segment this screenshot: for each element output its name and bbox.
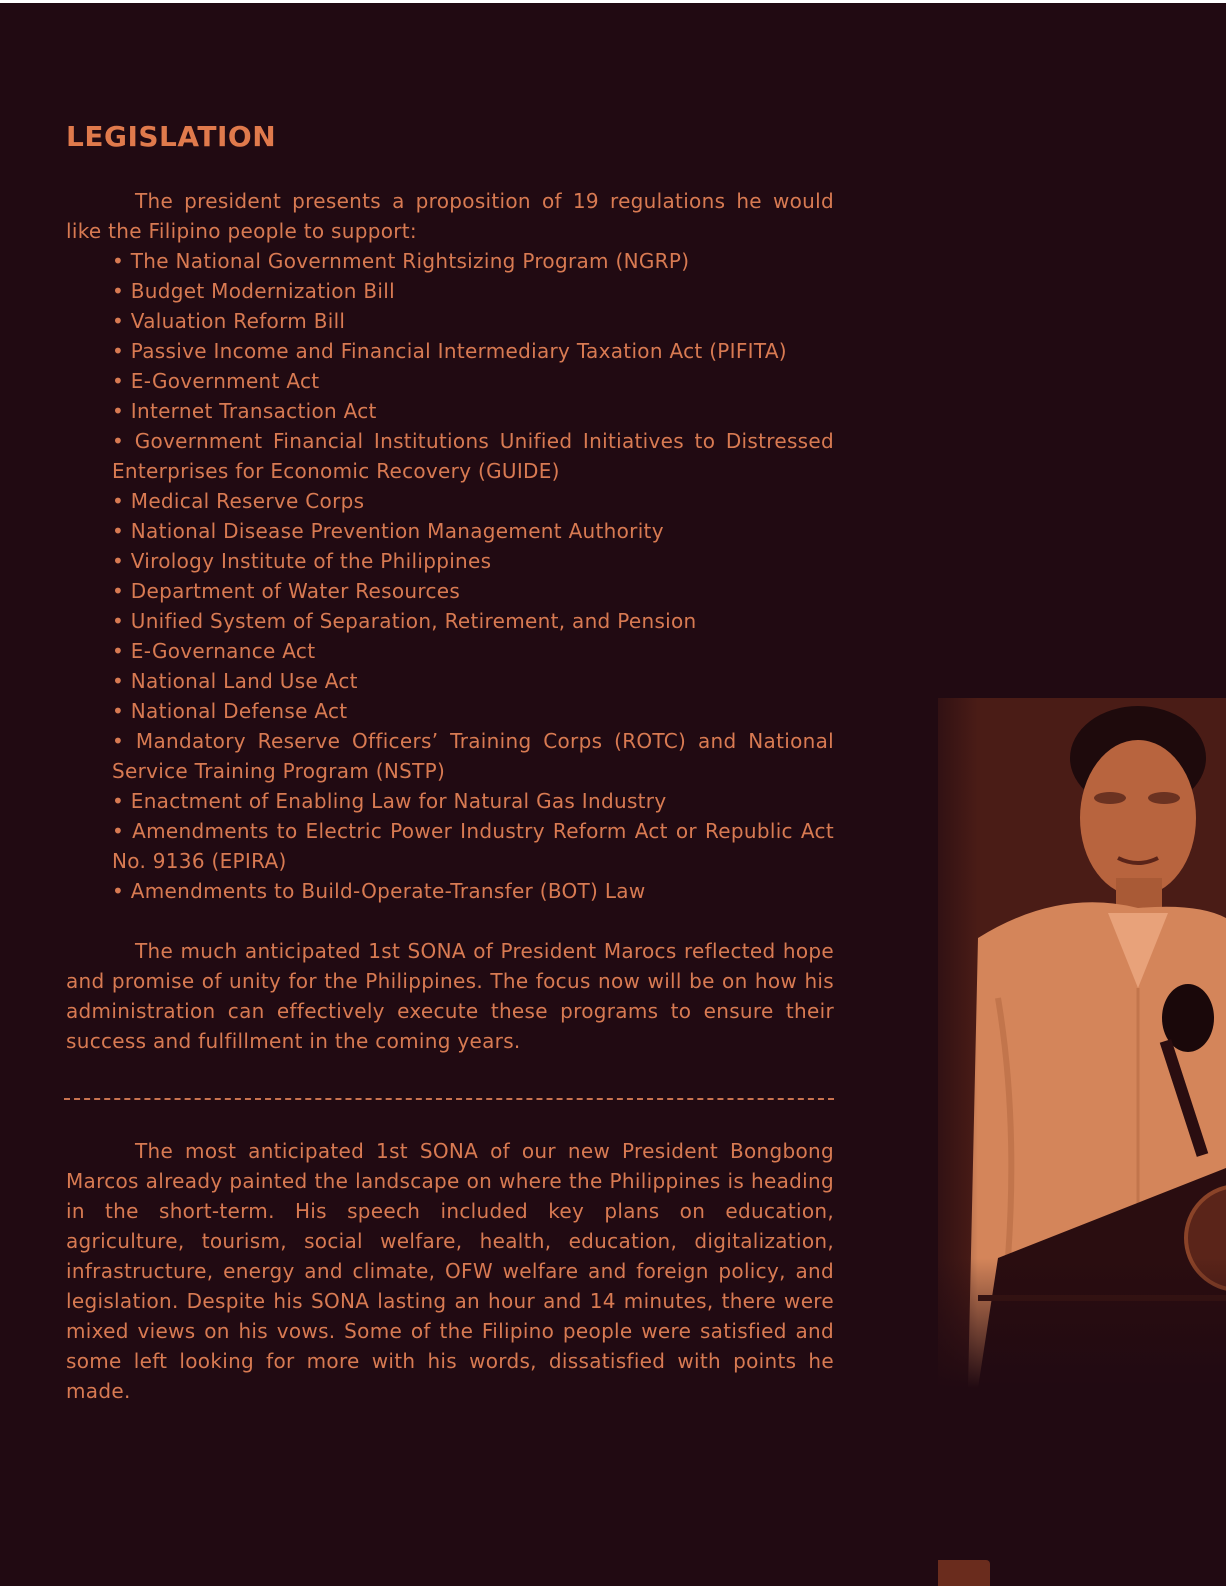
list-item: • E-Governance Act bbox=[112, 636, 834, 666]
list-item: • Passive Income and Financial Intermediary Taxation Act (PIFITA) bbox=[112, 336, 834, 366]
article-body bbox=[66, 118, 834, 1406]
section-heading: LEGISLATION bbox=[66, 120, 277, 153]
spacer bbox=[66, 1100, 834, 1136]
photo-fade bbox=[938, 1258, 1226, 1388]
list-item: • The National Government Rightsizing Program (NGRP) bbox=[112, 246, 834, 276]
legislation-list bbox=[66, 246, 834, 906]
list-item: • Virology Institute of the Philippines bbox=[112, 546, 834, 576]
list-item: • Department of Water Resources bbox=[112, 576, 834, 606]
list-item: • National Land Use Act bbox=[112, 666, 834, 696]
intro-paragraph: The president presents a proposition of 19 regulations he would like the Filipino people to support: bbox=[66, 189, 834, 243]
list-item: • Internet Transaction Act bbox=[112, 396, 834, 426]
spacer bbox=[66, 1056, 834, 1092]
list-item: • Valuation Reform Bill bbox=[112, 306, 834, 336]
list-item: • Enactment of Enabling Law for Natural Gas Industry bbox=[112, 786, 834, 816]
list-item: • E-Government Act bbox=[112, 366, 834, 396]
president-photo bbox=[938, 698, 1226, 1388]
list-item: • Government Financial Institutions Unified Initiatives to Distressed Enterprises for Economic Recovery (GUIDE) bbox=[112, 426, 834, 486]
list-item: • Budget Modernization Bill bbox=[112, 276, 834, 306]
conclusion-paragraph: The much anticipated 1st SONA of President Marocs reflected hope and promise of unity for the Philippines. The focus now will be on how his administration can effectively execute these programs to ensure their success and fulfillment in the coming years. bbox=[66, 939, 834, 1053]
list-item: • Mandatory Reserve Officers’ Training Corps (ROTC) and National Service Training Program (NSTP) bbox=[112, 726, 834, 786]
list-item: • Unified System of Separation, Retirement, and Pension bbox=[112, 606, 834, 636]
spacer bbox=[66, 906, 834, 936]
list-item: • Amendments to Electric Power Industry Reform Act or Republic Act No. 9136 (EPIRA) bbox=[112, 816, 834, 876]
list-item: • Amendments to Build-Operate-Transfer (BOT) Law bbox=[112, 876, 834, 906]
top-border-line bbox=[0, 0, 1226, 3]
summary-paragraph: The most anticipated 1st SONA of our new President Bongbong Marcos already painted the landscape on where the Philippines is heading in the short-term. His speech included key plans on education, agriculture, tourism, social welfare, health, education, digitalization, infrastructure, energy and climate, OFW welfare and foreign policy, and legislation. Despite his SONA lasting an hour and 14 minutes, there were mixed views on his vows. Some of the Filipino people were satisfied and some left looking for more with his words, dissatisfied with points he made. bbox=[66, 1139, 834, 1403]
photo-fragment bbox=[938, 1560, 990, 1586]
list-item: • Medical Reserve Corps bbox=[112, 486, 834, 516]
list-item: • National Defense Act bbox=[112, 696, 834, 726]
list-item: • National Disease Prevention Management Authority bbox=[112, 516, 834, 546]
